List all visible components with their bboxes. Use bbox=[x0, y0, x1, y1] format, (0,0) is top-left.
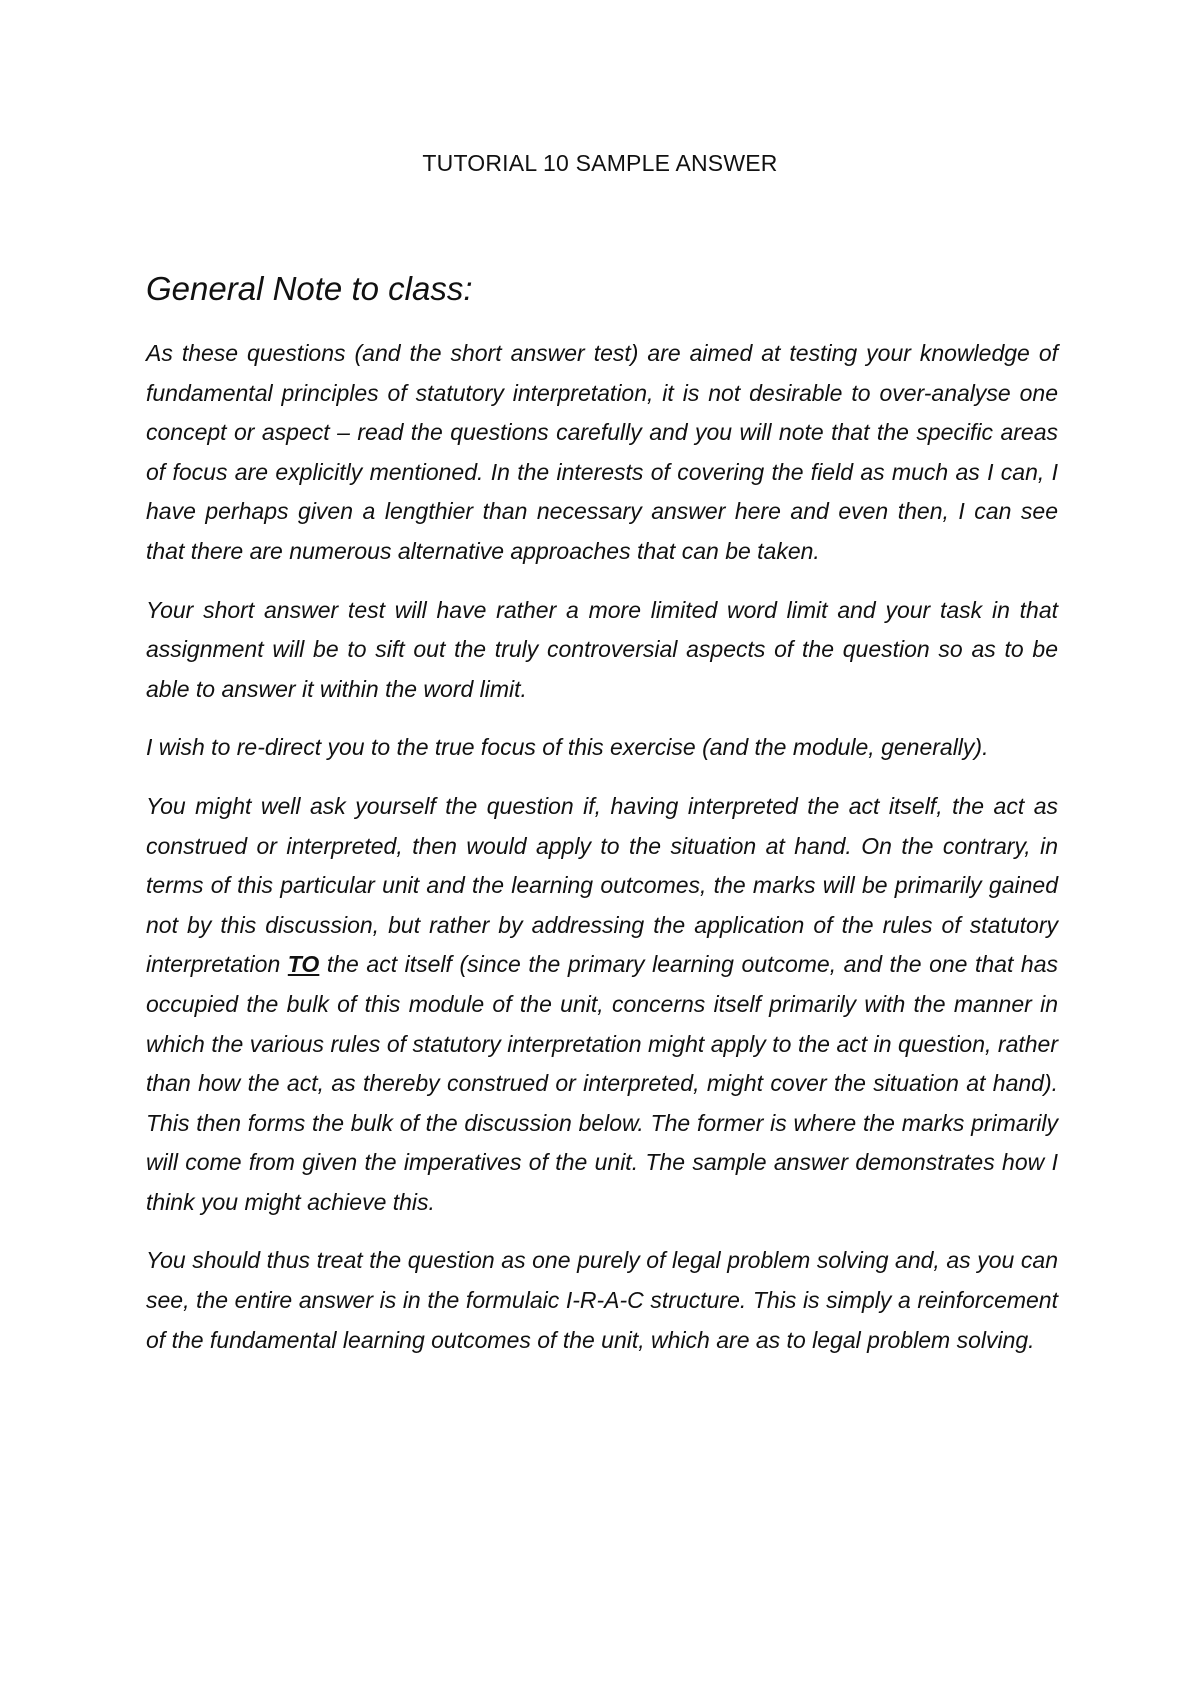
note-heading: General Note to class: bbox=[146, 270, 473, 307]
paragraph-4-emphasis: TO bbox=[287, 951, 320, 978]
document-body bbox=[146, 266, 1058, 1379]
paragraph-1: As these questions (and the short answer test) are aimed at testing your knowledge of fundamental principles of statutory interpretation, it is not desirable to over-analyse one concept or aspect – read the questions carefully and you will note that the specific areas of focus are explicitly mentioned. In the interests of covering the field as much as I can, I have perhaps given a lengthier than necessary answer here and even then, I can see that there are numerous alternative approaches that can be taken. bbox=[146, 340, 1058, 564]
document-title: TUTORIAL 10 SAMPLE ANSWER bbox=[422, 150, 778, 176]
paragraph-3: I wish to re-direct you to the true focus of this exercise (and the module, generally). bbox=[146, 734, 989, 761]
paragraph-5: You should thus treat the question as one purely of legal problem solving and, as you can see, the entire answer is in the formulaic I-R-A-C structure. This is simply a reinforcement of the fundamental learning outcomes of the unit, which are as to legal problem solving. bbox=[146, 1247, 1058, 1353]
paragraph-4-before: You might well ask yourself the question if, having interpreted the act itself, the act as construed or interpreted, then would apply to the situation at hand. On the contrary, in terms of this particular unit and the learning outcomes, the marks will be primarily gained not by this discussion, but rather by addressing the application of the rules of statutory interpretation bbox=[146, 792, 1058, 978]
paragraph-2: Your short answer test will have rather a more limited word limit and your task in that assignment will be to sift out the truly controversial aspects of the question so as to be able to answer it within the word limit. bbox=[146, 596, 1058, 702]
paragraph-4-after: the act itself (since the primary learning outcome, and the one that has occupied the bulk of this module of the unit, concerns itself primarily with the manner in which the various rules of statutory interpretation might apply to the act in question, rather than how the act, as thereby construed or interpreted, might cover the situation at hand). This then forms the bulk of the discussion below. The former is where the marks primarily will come from given the imperatives of the unit. The sample answer demonstrates how I think you might achieve this. bbox=[146, 951, 1058, 1215]
paragraph-4 bbox=[146, 787, 1058, 1223]
